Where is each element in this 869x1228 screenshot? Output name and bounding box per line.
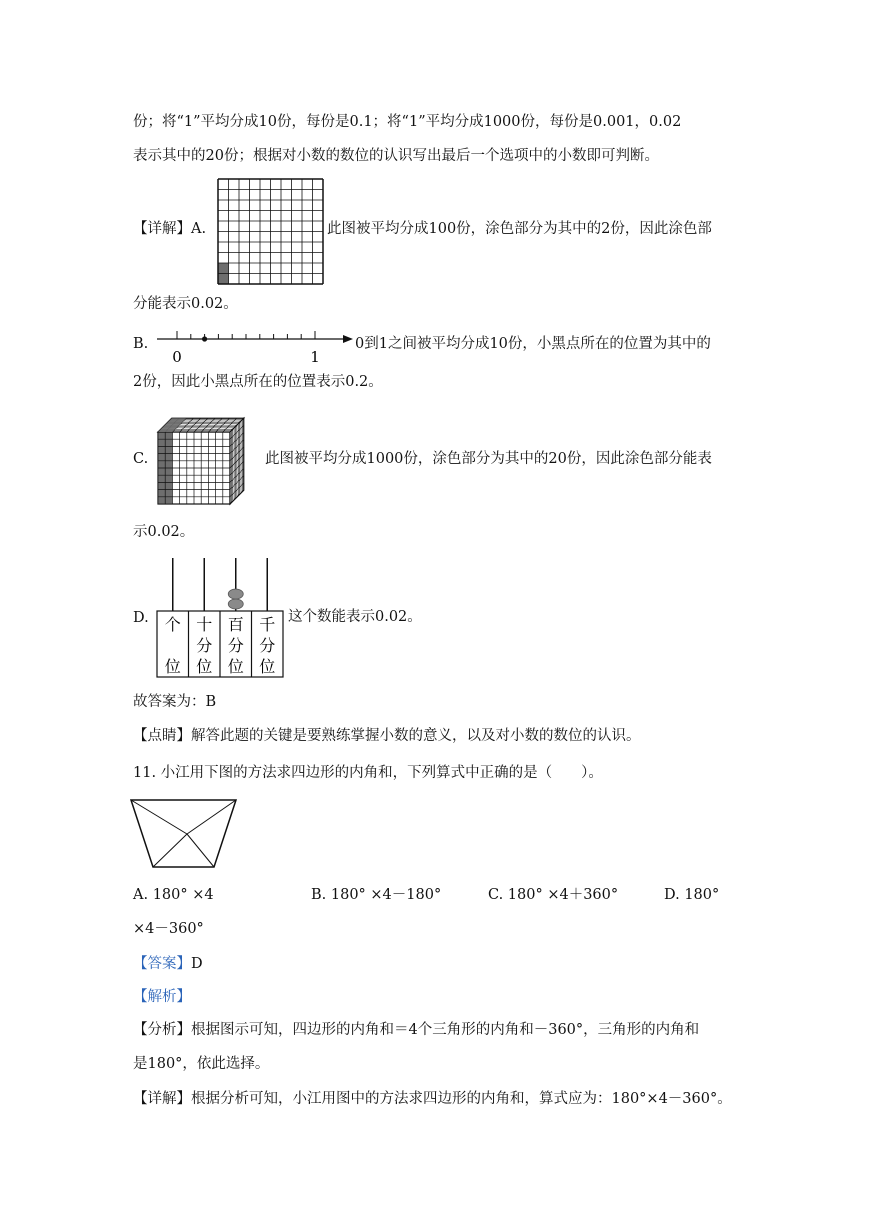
abacus-column-label: 位 xyxy=(227,657,244,676)
question-11: 11. 小江用下图的方法求四边形的内角和，下列算式中正确的是（ ）。 xyxy=(133,765,603,781)
abacus-column-label: 千 xyxy=(259,615,276,634)
option-b-text: 0到1之间被平均分成10份，小黑点所在的位置为其中的 xyxy=(355,336,711,352)
option-a-prefix: 【详解】A. xyxy=(133,221,207,237)
diagonal-line xyxy=(153,834,187,867)
option-c-cont: 示0.02。 xyxy=(133,524,195,540)
diagonal-line xyxy=(187,800,236,834)
abacus-column-label: 分 xyxy=(259,636,276,655)
analysis-line: 【分析】根据图示可知，四边形的内角和＝4个三角形的内角和－360°，三角形的内角和 xyxy=(133,1022,700,1038)
abacus-column-label: 位 xyxy=(164,657,181,676)
answer-block xyxy=(133,954,203,974)
abacus-column-label: 位 xyxy=(259,657,276,676)
diagonal-line xyxy=(131,800,187,834)
diagonal-line xyxy=(187,834,214,867)
option-d-text: 这个数能表示0.02。 xyxy=(288,609,422,625)
detail-line: 【详解】根据分析可知，小江用图中的方法求四边形的内角和，算式应为：180°×4－360°。 xyxy=(133,1091,732,1107)
analysis-tag: 【解析】 xyxy=(133,989,191,1005)
answer-line: 故答案为：B xyxy=(133,694,217,710)
trapezoid-figure xyxy=(130,798,238,870)
analysis-line: 是180°，依此选择。 xyxy=(133,1056,270,1072)
number-line-figure xyxy=(155,326,355,366)
text-line: 表示其中的20份；根据对小数的数位的认识写出最后一个选项中的小数即可判断。 xyxy=(133,148,659,164)
abacus-bead xyxy=(228,589,243,599)
option-d-prefix: D. xyxy=(133,610,149,626)
option-a-cont: 分能表示0.02。 xyxy=(133,296,238,312)
option-c: C. 180° ×4＋360° xyxy=(488,887,619,903)
abacus-column-label: 位 xyxy=(196,657,213,676)
option-c-prefix: C. xyxy=(133,451,149,467)
hundred-grid-figure xyxy=(217,178,324,285)
answer-tag: 【答案】 xyxy=(133,956,191,972)
text-line: 份；将“1”平均分成10份，每份是0.1；将“1”平均分成1000份，每份是0.001，0.02 xyxy=(133,114,682,130)
number-line-end-label: 1 xyxy=(310,348,320,366)
abacus-bead xyxy=(228,599,243,609)
abacus-figure xyxy=(156,558,286,680)
abacus-column-label: 个 xyxy=(164,615,181,634)
option-a-text: 此图被平均分成100份，涂色部分为其中的2份，因此涂色部 xyxy=(327,221,712,237)
black-dot xyxy=(202,336,207,341)
option-c-text: 此图被平均分成1000份，涂色部分为其中的20份，因此涂色部分能表 xyxy=(265,451,712,467)
option-d: D. 180° xyxy=(664,887,720,903)
abacus-column-label: 分 xyxy=(196,636,213,655)
abacus-column-label: 分 xyxy=(227,636,244,655)
abacus-column-label: 十 xyxy=(196,615,213,634)
option-b-cont: 2份，因此小黑点所在的位置表示0.2。 xyxy=(133,374,383,390)
shaded-cell xyxy=(218,263,229,274)
arrow-head-icon xyxy=(343,335,353,343)
abacus-column-label: 百 xyxy=(227,615,244,634)
option-a: A. 180° ×4 xyxy=(133,887,214,903)
option-b: B. 180° ×4－180° xyxy=(311,887,442,903)
comment-line: 【点睛】解答此题的关键是要熟练掌握小数的意义，以及对小数的数位的认识。 xyxy=(133,728,641,744)
shaded-cell xyxy=(218,274,229,285)
option-d-cont: ×4－360° xyxy=(133,921,204,937)
answer-value: D xyxy=(191,956,203,972)
option-b-prefix: B. xyxy=(133,336,149,352)
thousand-cube-figure xyxy=(156,410,266,510)
number-line-start-label: 0 xyxy=(172,348,182,366)
